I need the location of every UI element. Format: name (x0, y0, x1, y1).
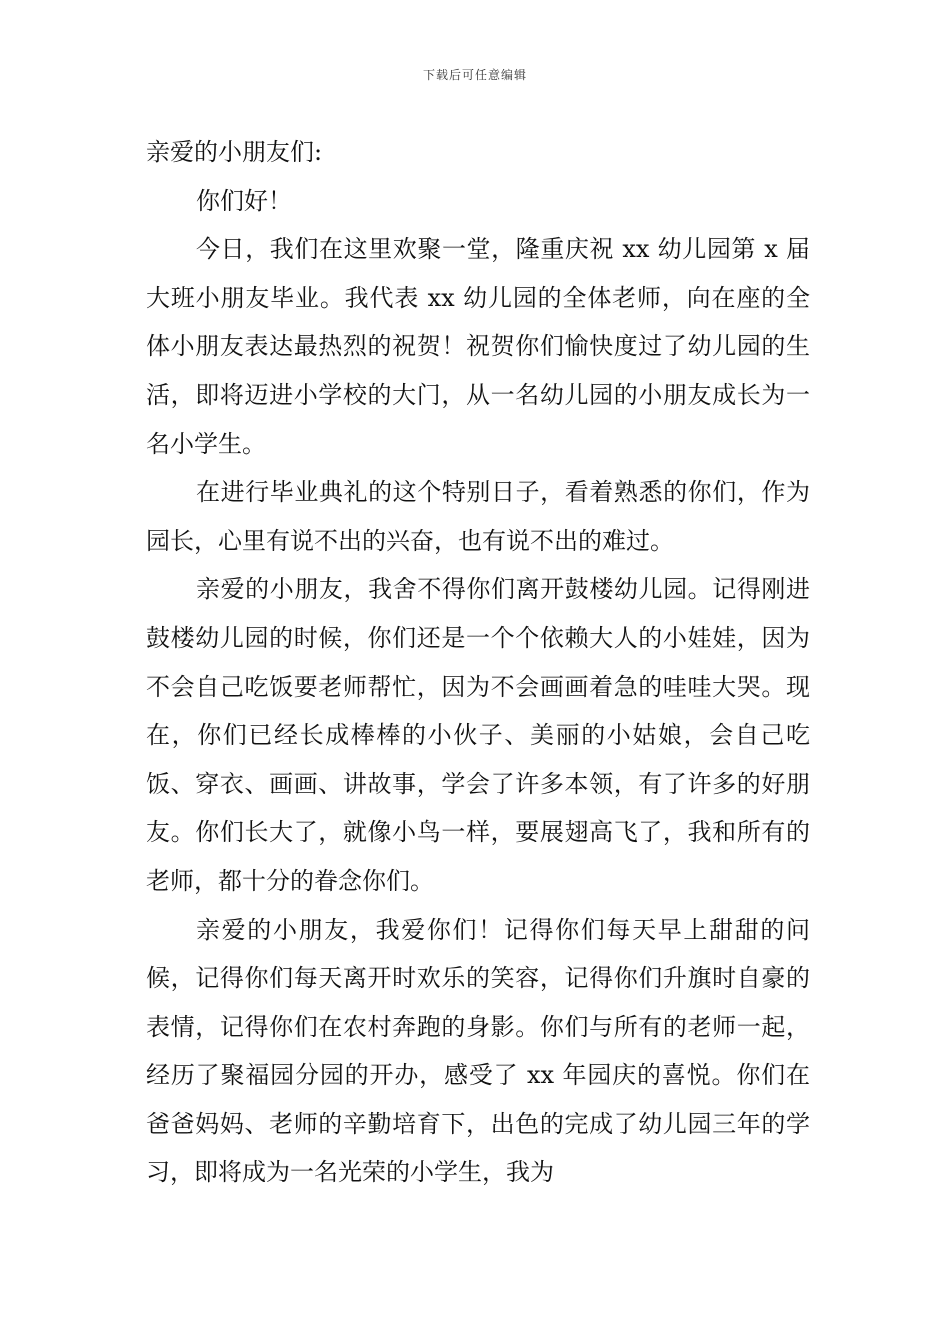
paragraph-4: 亲爱的小朋友，我爱你们！记得你们每天早上甜甜的问候，记得你们每天离开时欢乐的笑容，记得你们升旗时自豪的表情，记得你们在农村奔跑的身影。你们与所有的老师一起，经历了聚福园分园的开办，感受了 xx 年园庆的喜悦。你们在爸爸妈妈、老师的辛勤培育下，出色的完成了幼儿园三年的学习，即将成为一名光荣的小学生，我为 (146, 915, 810, 1187)
letter-body (146, 128, 810, 1197)
paragraph-1: 今日，我们在这里欢聚一堂，隆重庆祝 xx 幼儿园第 x 届大班小朋友毕业。我代表 xx 幼儿园的全体老师，向在座的全体小朋友表达最热烈的祝贺！祝贺你们愉快度过了幼儿园的生活，即将迈进小学校的大门，从一名幼儿园的小朋友成长为一名小学生。 (146, 235, 810, 458)
salutation: 亲爱的小朋友们: (146, 138, 323, 166)
paragraph-2: 在进行毕业典礼的这个特别日子，看着熟悉的你们，作为园长，心里有说不出的兴奋，也有说不出的难过。 (146, 478, 810, 555)
paragraph-3: 亲爱的小朋友，我舍不得你们离开鼓楼幼儿园。记得刚进鼓楼幼儿园的时候，你们还是一个个依赖大人的小娃娃，因为不会自己吃饭要老师帮忙，因为不会画画着急的哇哇大哭。现在，你们已经长成棒棒的小伙子、美丽的小姑娘，会自己吃饭、穿衣、画画、讲故事，学会了许多本领，有了许多的好朋友。你们长大了，就像小鸟一样，要展翅高飞了，我和所有的老师，都十分的眷念你们。 (146, 575, 810, 895)
greeting: 你们好！ (196, 186, 292, 215)
page-header-note: 下载后可任意编辑 (422, 68, 527, 82)
